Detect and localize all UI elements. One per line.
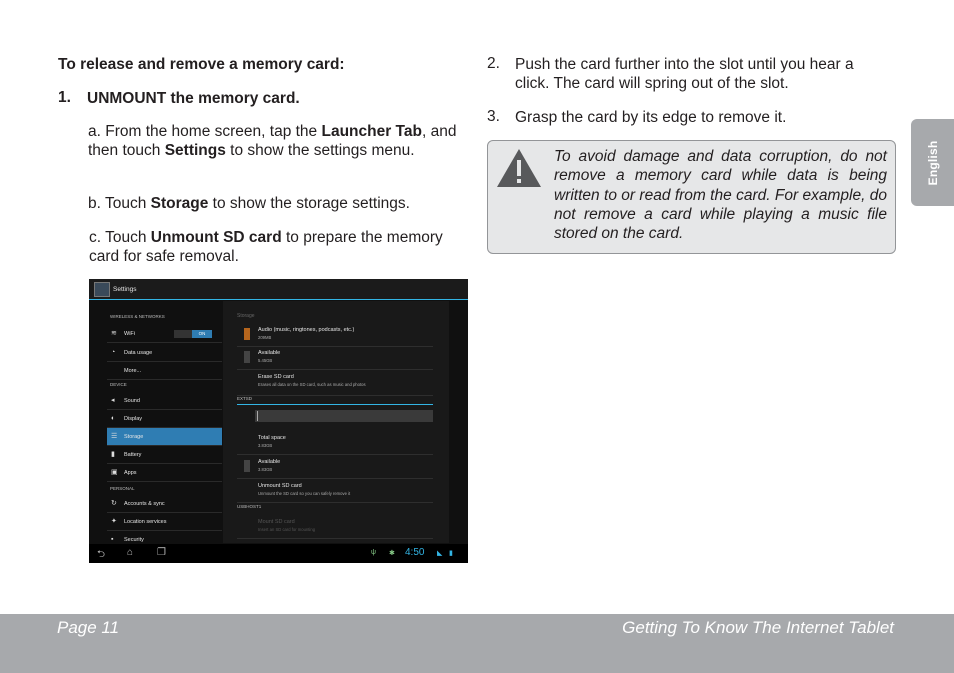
menu-label-storage: Storage	[124, 434, 144, 440]
audio-size: 209MB	[258, 335, 272, 340]
settings-app-icon	[94, 282, 110, 297]
menu-label-more: More...	[124, 368, 142, 374]
language-tab	[911, 119, 954, 206]
step-2-number: 2.	[487, 55, 500, 72]
step-a	[88, 122, 458, 160]
menu-item-more	[107, 362, 222, 380]
recent-apps-icon: ❐	[157, 547, 166, 558]
menu-item-data-usage	[107, 344, 222, 362]
step-b-suffix: to show the storage settings.	[208, 195, 410, 212]
storage-row-total	[237, 435, 433, 455]
menu-item-display	[107, 410, 222, 428]
wifi-toggle-label: ON	[192, 330, 212, 338]
back-icon: ⮌	[97, 549, 106, 560]
warning-icon	[496, 148, 542, 188]
audio-usage-bar	[244, 328, 250, 340]
storage-panel	[223, 301, 449, 543]
step-c-unmount: Unmount SD card	[150, 229, 282, 246]
warning-box	[487, 140, 896, 254]
unmount-label: Unmount SD card	[258, 483, 302, 489]
step-a-mid: , and then touch	[88, 123, 457, 159]
available-size: 5.45GB	[258, 358, 273, 363]
menu-item-battery	[107, 446, 222, 464]
section-wireless: WIRELESS & NETWORKS	[110, 314, 165, 319]
extsd-usage-bar	[255, 410, 433, 422]
section-usbhost: USBHOST1	[237, 504, 262, 509]
unmount-description: Unmount the SD card so you can safely remove it	[258, 491, 351, 496]
erase-description: Erases all data on the SD card, such as music and photos	[258, 382, 366, 387]
sound-icon: ◂	[111, 397, 115, 404]
step-a-suffix: to show the settings menu.	[225, 142, 415, 159]
storage-row-unmount	[237, 483, 433, 503]
android-icon: ✱	[389, 550, 395, 557]
menu-item-apps	[107, 464, 222, 482]
sync-icon: ↻	[111, 500, 117, 507]
menu-label-security: Security	[124, 537, 144, 543]
erase-label: Erase SD card	[258, 374, 294, 380]
step-3-number: 3.	[487, 108, 500, 125]
wifi-icon: ≋	[111, 330, 117, 337]
menu-item-accounts	[107, 495, 222, 513]
step-b-storage: Storage	[150, 195, 209, 212]
storage-row-erase	[237, 374, 433, 396]
storage-panel-title: Storage	[237, 313, 255, 319]
location-icon: ✦	[111, 518, 117, 525]
usb-icon: ψ	[371, 549, 376, 556]
page-footer	[0, 614, 954, 673]
data-usage-icon: ◔	[111, 349, 116, 356]
menu-item-wifi	[107, 325, 222, 343]
section-extsd: EXTSD	[237, 396, 253, 401]
menu-item-location	[107, 513, 222, 531]
section-personal: PERSONAL	[110, 486, 135, 491]
home-icon: ⌂	[127, 547, 134, 558]
menu-label-accounts: Accounts & sync	[124, 501, 165, 507]
menu-label-display: Display	[124, 416, 143, 422]
menu-item-storage	[107, 428, 222, 446]
step-a-launcher: Launcher Tab	[321, 123, 422, 140]
page-number: Page 11	[57, 618, 120, 637]
menu-label-data-usage: Data usage	[124, 350, 153, 356]
language-tab-label: English	[925, 140, 940, 185]
menu-label-wifi: WiFi	[124, 331, 135, 337]
available-label: Available	[258, 350, 281, 356]
step-b	[88, 194, 458, 213]
wifi-toggle	[174, 330, 212, 338]
screenshot-action-bar	[89, 279, 468, 300]
apps-icon: ▣	[111, 469, 118, 476]
footer-title: Getting To Know The Internet Tablet	[622, 618, 894, 637]
step-c	[89, 228, 464, 266]
section-device: DEVICE	[110, 382, 127, 387]
menu-item-sound	[107, 392, 222, 410]
storage-row-audio	[237, 327, 433, 347]
menu-label-location: Location services	[124, 519, 167, 525]
step-b-prefix: b. Touch	[88, 195, 151, 212]
step-1-number: 1.	[58, 89, 71, 106]
available-extsd-label: Available	[258, 459, 281, 465]
clock: 4:50	[405, 547, 425, 558]
available-usage-bar	[244, 351, 250, 363]
screenshot-app-title: Settings	[113, 286, 137, 293]
mount-description: Insert an SD card for mounting	[258, 527, 316, 532]
step-a-settings: Settings	[164, 142, 226, 159]
battery-status-icon: ▮	[449, 550, 453, 557]
step-a-prefix: a. From the home screen, tap the	[88, 123, 322, 140]
storage-icon: ☰	[111, 433, 118, 440]
total-size: 3.83GB	[258, 443, 273, 448]
menu-label-apps: Apps	[124, 470, 137, 476]
step-3-text: Grasp the card by its edge to remove it.	[515, 109, 787, 126]
section-heading: To release and remove a memory card:	[58, 56, 345, 73]
audio-label: Audio (music, ringtones, podcasts, etc.)	[258, 327, 355, 333]
total-label: Total space	[258, 435, 286, 441]
available-extsd-bar	[244, 460, 250, 472]
mount-label: Mount SD card	[258, 519, 295, 525]
settings-screenshot	[89, 279, 468, 563]
storage-row-mount	[237, 519, 433, 539]
display-icon: ◐	[111, 415, 116, 422]
available-extsd-size: 3.83GB	[258, 467, 273, 472]
system-nav-bar	[89, 544, 468, 563]
step-c-suffix: to prepare the memory card for safe removal.	[89, 229, 443, 265]
step-c-prefix: c. Touch	[89, 229, 151, 246]
battery-icon: ▮	[111, 451, 115, 458]
lock-icon: ▪	[111, 536, 114, 543]
extsd-divider	[237, 404, 433, 405]
menu-label-battery: Battery	[124, 452, 142, 458]
menu-label-sound: Sound	[124, 398, 140, 404]
storage-row-available	[237, 350, 433, 370]
step-2-text: Push the card further into the slot until you hear a click. The card will spring out of the slot.	[515, 56, 854, 92]
warning-text: To avoid damage and data corruption, do not remove a memory card while data is being written to or read from the card. For example, do not remove a card while playing a music file stored on the card.	[554, 148, 887, 243]
wifi-status-icon: ◣	[437, 550, 443, 557]
step-1-label: UNMOUNT the memory card.	[87, 90, 300, 107]
storage-row-available-extsd	[237, 459, 433, 479]
